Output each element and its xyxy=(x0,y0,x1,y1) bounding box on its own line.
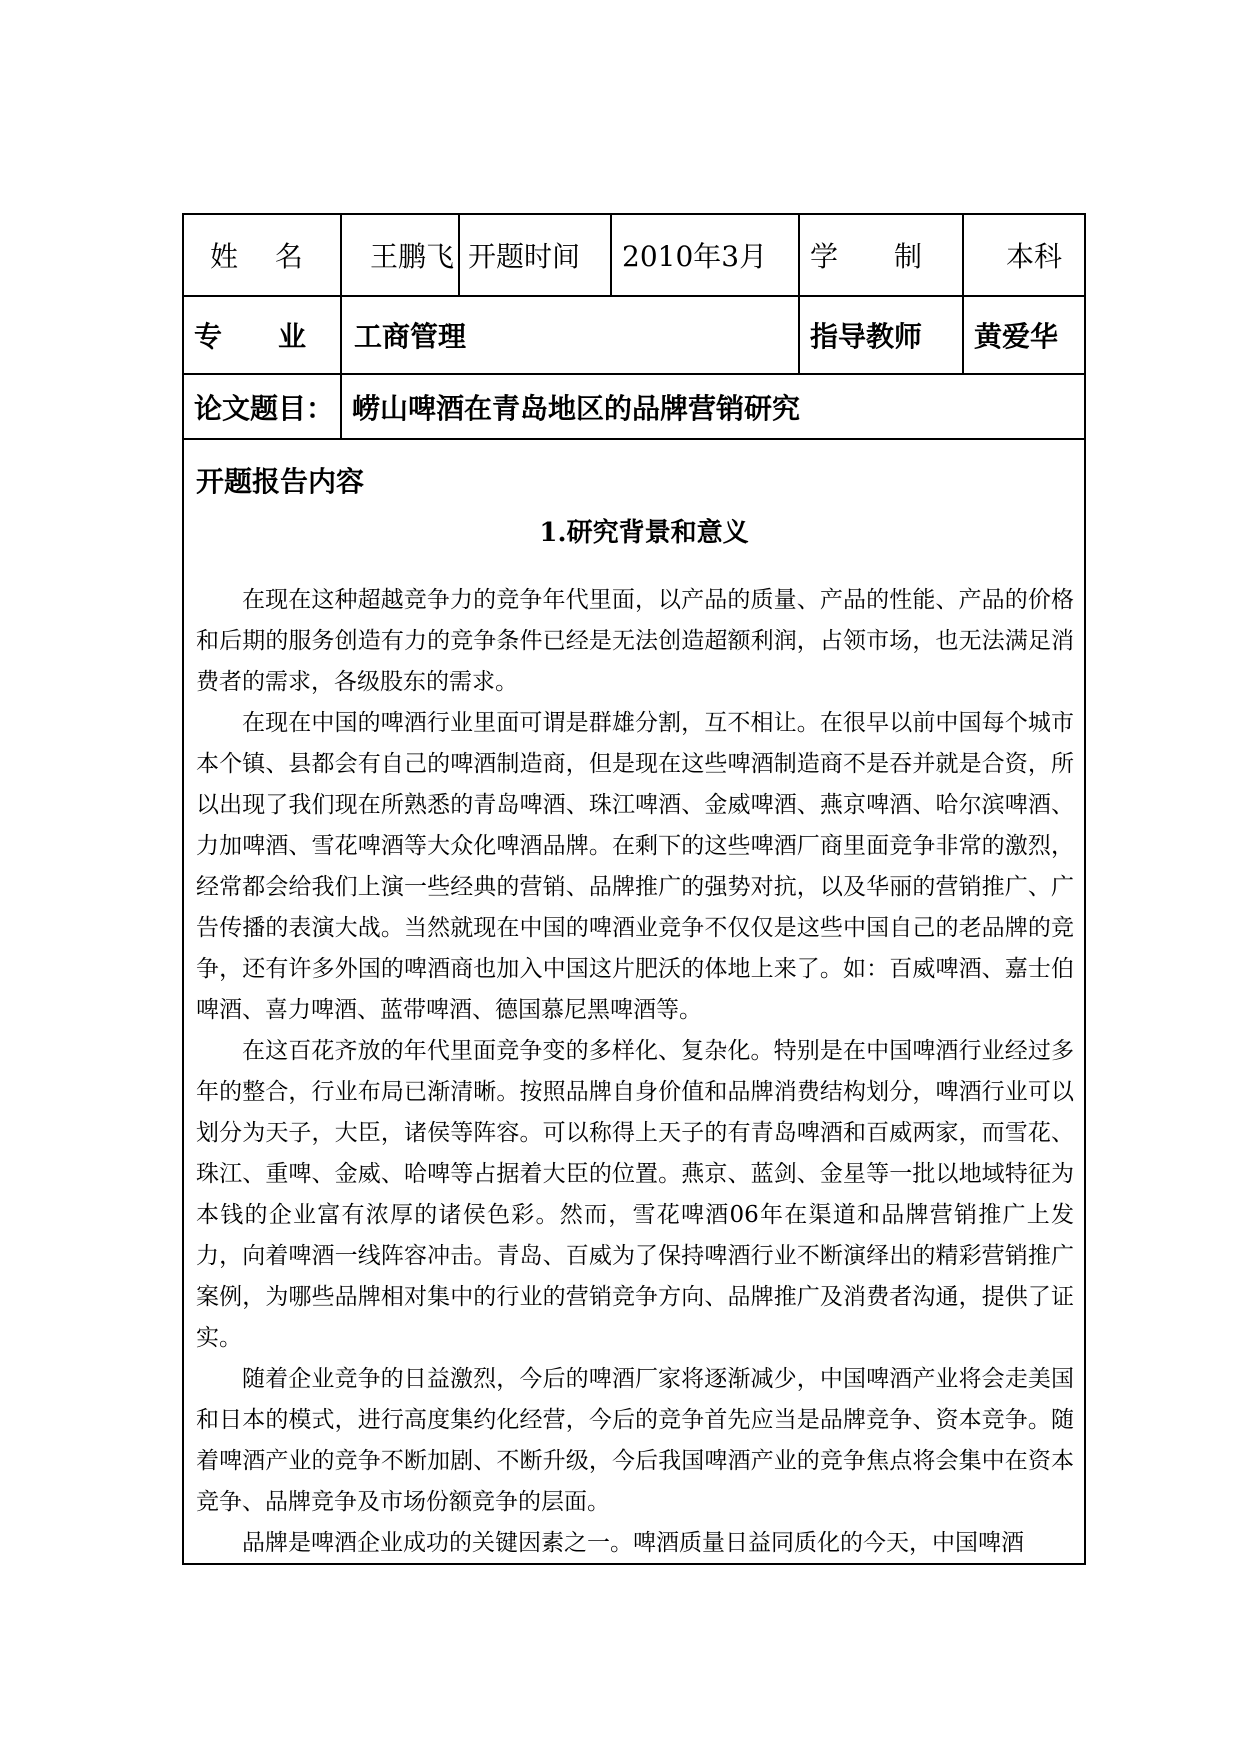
system-value: 本科 xyxy=(962,215,1084,295)
major-value: 工商管理 xyxy=(340,297,798,373)
section-title: 开题报告内容 xyxy=(196,465,365,498)
paragraph: 在现在中国的啤酒行业里面可谓是群雄分割，互不相让。在很早以前中国每个城市本个镇、县都会有自己的啤酒制造商，但是现在这些啤酒制造商不是吞并就是合资，所以出现了我们现在所熟悉的青岛啤酒、珠江啤酒、金威啤酒、燕京啤酒、哈尔滨啤酒、力加啤酒、雪花啤酒等大众化啤酒品牌。在剩下的这些啤酒厂商里面竞争非常的激烈，经常都会给我们上演一些经典的营销、品牌推广的强势对抗，以及华丽的营销推广、广告传播的表演大战。当然就现在中国的啤酒业竞争不仅仅是这些中国自己的老品牌的竞争，还有许多外国的啤酒商也加入中国这片肥沃的体地上来了。如：百威啤酒、嘉士伯啤酒、喜力啤酒、蓝带啤酒、德国慕尼黑啤酒等。 xyxy=(196,710,1074,1023)
paragraph: 品牌是啤酒企业成功的关键因素之一。啤酒质量日益同质化的今天，中国啤酒 xyxy=(242,1530,1024,1556)
form-row-major xyxy=(184,297,1084,375)
advisor-value: 黄爱华 xyxy=(962,297,1084,373)
date-label: 开题时间 xyxy=(458,215,610,295)
major-label: 专 业 xyxy=(194,320,307,353)
paragraph: 随着企业竞争的日益激烈，今后的啤酒厂家将逐渐减少，中国啤酒产业将会走美国和日本的模式，进行高度集约化经营，今后的竞争首先应当是品牌竞争、资本竞争。随着啤酒产业的竞争不断加剧、不断升级，今后我国啤酒产业的竞争焦点将会集中在资本竞争、品牌竞争及市场份额竞争的层面。 xyxy=(196,1366,1074,1515)
name-value: 王鹏飞 xyxy=(340,215,458,295)
report-body xyxy=(196,580,1074,1564)
name-label: 姓 名 xyxy=(210,240,303,273)
thesis-title: 崂山啤酒在青岛地区的品牌营销研究 xyxy=(340,375,1084,438)
paragraph: 在这百花齐放的年代里面竞争变的多样化、复杂化。特别是在中国啤酒行业经过多年的整合，行业布局已渐清晰。按照品牌自身价值和品牌消费结构划分，啤酒行业可以划分为天子，大臣，诸侯等阵容。可以称得上天子的有青岛啤酒和百威两家，而雪花、珠江、重啤、金威、哈啤等占据着大臣的位置。燕京、蓝剑、金星等一批以地域特征为本钱的企业富有浓厚的诸侯色彩。然而，雪花啤酒06年在渠道和品牌营销推广上发力，向着啤酒一线阵容冲击。青岛、百威为了保持啤酒行业不断演绎出的精彩营销推广案例，为哪些品牌相对集中的行业的营销竞争方向、品牌推广及消费者沟通，提供了证实。 xyxy=(196,1038,1074,1351)
thesis-label: 论文题目： xyxy=(194,391,335,425)
paragraph: 在现在这种超越竞争力的竞争年代里面，以产品的质量、产品的性能、产品的价格和后期的服务创造有力的竞争条件已经是无法创造超额利润，占领市场，也无法满足消费者的需求，各级股东的需求。 xyxy=(196,587,1074,695)
subsection-title: 1.研究背景和意义 xyxy=(539,518,749,548)
system-label: 学 制 xyxy=(798,215,962,295)
report-content xyxy=(184,440,1084,1563)
date-value: 2010年3月 xyxy=(610,215,798,295)
form-row-thesis xyxy=(184,375,1084,440)
form-row-basic-info xyxy=(184,215,1084,297)
report-form xyxy=(182,213,1086,1565)
advisor-label: 指导教师 xyxy=(798,297,962,373)
